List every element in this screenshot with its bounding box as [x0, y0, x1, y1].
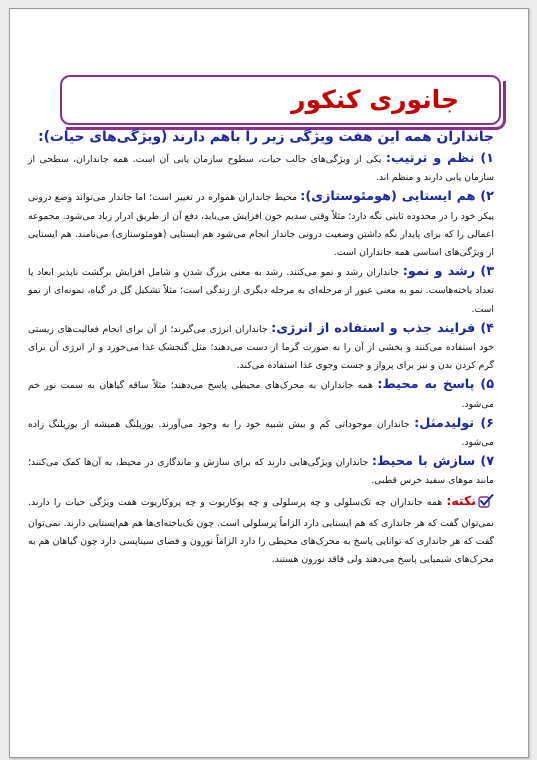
item-text: جانداران ویژگی‌هایی دارند که برای سازش و ماندگاری در محیط، به آن‌ها کمک می‌کنند؛ مانند موهای سفید خرس قطبی. [28, 457, 494, 487]
item-label: ۱) نظم و ترتیب: [385, 151, 494, 166]
content-area [28, 126, 494, 569]
note-text: همه جانداران چه تک‌سلولی و چه پرسلولی و چه پوکاریوت و چه پروکاریوت هفت ویژگی حیات را دارند. نمی‌توان گفت که هر جانداری که هم ایستایی دارد الزاماً پرسلولی است. چون تک‌یاخته‌ای‌ها هم هم‌ایستایی دارند. نمی‌توان گفت که هر جانداری که توانایی پاسخ به محرک‌های محیطی را دارد الزاماً نورون و فضای سیناپسی دارد چون گیاهان هم به محرک‌های شیمیایی پاسخ می‌دهند ولی فاقد نورون هستند. [28, 496, 494, 566]
list-item [28, 376, 494, 413]
list-item [28, 415, 494, 452]
page-title: جانوری کنکور [291, 85, 459, 114]
item-text: همه جانداران به محرک‌های محیطی پاسخ می‌دهند؛ مثلاً ساقه گیاهان به سمت نور خم می‌شود. [28, 380, 494, 410]
note-label: نکته: [446, 492, 476, 508]
item-text: جانداران رشد و نمو می‌کنند. رشد به معنی بزرگ شدن و شامل افزایش برگشت ناپذیر ابعاد یا تعداد یاخته‌هاست. نمو به معنی عبور از مرحله‌ای به مرحله دیگری از زندگی است؛ مثلاً تشکیل گل در گیاه، نمونه‌ای از نمو است. [28, 267, 494, 315]
note-block [28, 492, 494, 570]
list-item [28, 453, 494, 490]
list-item [28, 263, 494, 319]
item-text: جانداران انرژی می‌گیرند؛ از آن برای انجام فعالیت‌های زیستی خود استفاده می‌کنند و بخشی از آن را به صورت گرما از دست می‌دهند؛ مثل گنجشک غذا می‌خورد و از انرژی آن برای گرم کردن بدن و نیز برای پرواز و جست وجوی غذا استفاده می‌کند. [28, 323, 494, 372]
item-label: ۲) هم ایستایی (هومئوستازی): [300, 189, 494, 205]
item-label: ۶) تولیدمثل: [414, 415, 494, 431]
item-text: جانداران موجوداتی کم و بیش شبیه خود را به وجود می‌آورند. یوزپلنگ همیشه از یوزپلنگ زاده می‌شود. [28, 418, 494, 449]
item-text: محیط جانداران همواره در تغییر است؛ اما جاندار می‌تواند وضع درونی پیکر خود را در محدوده ثابتی نگه دارد؛ مثلاً وقتی سدیم خون افزایش می‌یابد، دفع آن از طریق ادرار زیاد می‌شود. مجموعه اعمالی را که برای پایدار نگه داشتن وضعیت درونی جاندار انجام می‌شود هم ایستایی (هومئوستازی) می‌نامند. هم ایستایی از ویژگی‌های اساسی همه جانداران است. [28, 192, 494, 259]
item-label: ۷) سازش با محیط: [371, 454, 494, 470]
item-label: ۴) فرایند جذب و استفاده از انرژی: [271, 320, 494, 336]
list-item [28, 188, 494, 262]
checkbox-check-icon [478, 494, 494, 515]
item-label: ۵) پاسخ به محیط: [377, 377, 494, 393]
title-box [60, 75, 501, 125]
list-item [28, 320, 494, 376]
item-text: یکی از ویژگی‌های جالب حیات، سطوح سازمان یابی آن است. همه جانداران، سطحی از سازمان یابی دارند و منظم اند. [28, 154, 494, 184]
list-item [28, 150, 494, 187]
section-heading: جانداران همه این هفت ویژگی زیر را باهم دارند (ویژگی‌های حیات): [38, 129, 494, 145]
item-label: ۳) رشد و نمو: [402, 264, 494, 280]
